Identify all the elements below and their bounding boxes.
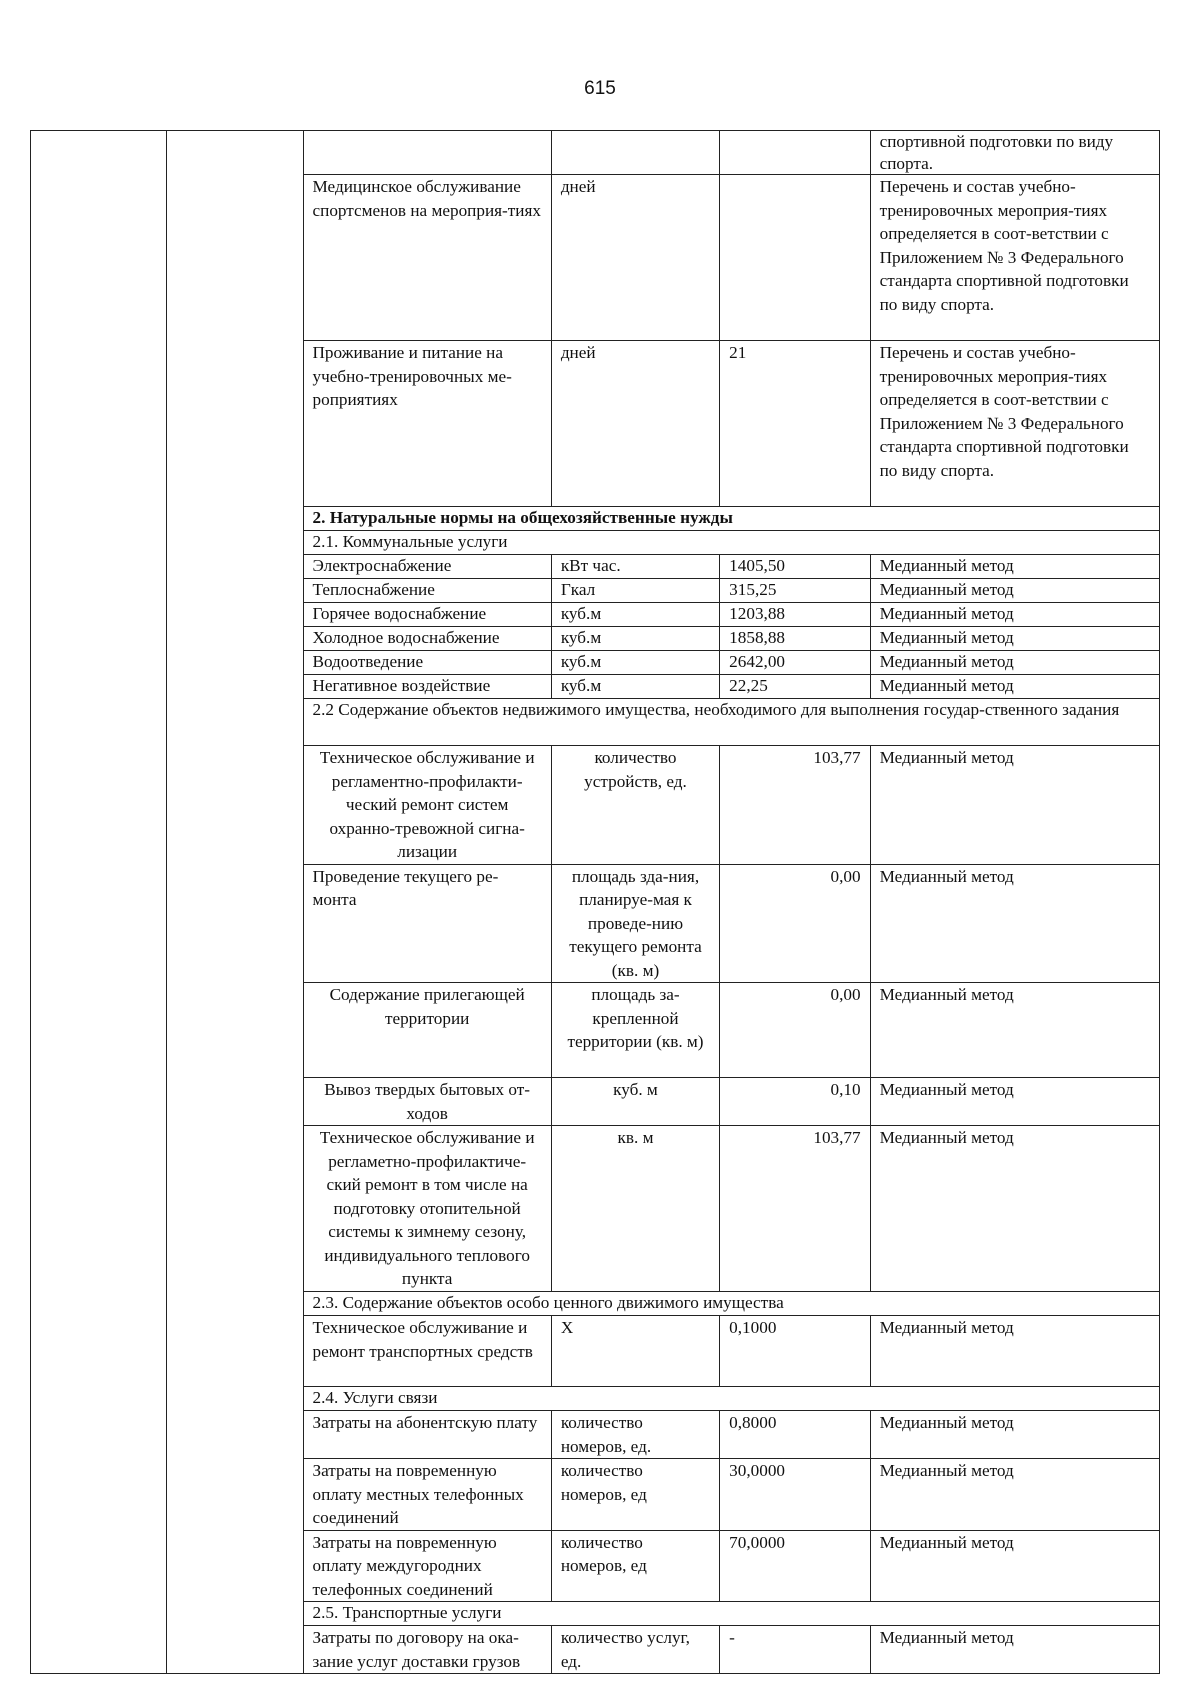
cell-value: [720, 131, 870, 175]
cell-value: 0,10: [720, 1078, 870, 1126]
cell-unit: количество номеров, ед: [551, 1459, 719, 1531]
cell-method: Медианный метод: [870, 1316, 1159, 1387]
cell-method: Медианный метод: [870, 1459, 1159, 1531]
cell-value: -: [720, 1626, 870, 1674]
cell-name: Техническое обслуживание и ремонт транспортных средств: [303, 1316, 551, 1387]
cell-method: Медианный метод: [870, 983, 1159, 1078]
cell-unit: площадь зда-ния, планируе-мая к проведе-нию текущего ремонта (кв. м): [551, 864, 719, 983]
cell-name: Содержание прилегающей территории: [303, 983, 551, 1078]
cell-unit: куб.м: [551, 651, 719, 675]
cell-unit: куб. м: [551, 1078, 719, 1126]
cell-value: 0,1000: [720, 1316, 870, 1387]
cell-method: Медианный метод: [870, 627, 1159, 651]
cell-method: Медианный метод: [870, 864, 1159, 983]
cell-unit: кв. м: [551, 1126, 719, 1292]
cell-value: 2642,00: [720, 651, 870, 675]
cell-name: Проведение текущего ре-монта: [303, 864, 551, 983]
cell-name: Негативное воздействие: [303, 675, 551, 699]
cell-method: Медианный метод: [870, 1626, 1159, 1674]
cell-name: Водоотведение: [303, 651, 551, 675]
cell-value: 315,25: [720, 579, 870, 603]
cell-value: 70,0000: [720, 1530, 870, 1602]
cell-value: 22,25: [720, 675, 870, 699]
cell-unit: количество номеров, ед.: [551, 1411, 719, 1459]
cell-unit: Гкал: [551, 579, 719, 603]
cell-value: 103,77: [720, 1126, 870, 1292]
page-number: 615: [584, 78, 616, 99]
cell-name: Проживание и питание на учебно-тренировочных ме-роприятиях: [303, 341, 551, 507]
cell-value: 1405,50: [720, 555, 870, 579]
cell-unit: Х: [551, 1316, 719, 1387]
cell-name: Электроснабжение: [303, 555, 551, 579]
cell-name: Затраты на повременную оплату междугородних телефонных соединений: [303, 1530, 551, 1602]
empty-column-2: [166, 131, 303, 1674]
cell-name: Затраты на повременную оплату местных телефонных соединений: [303, 1459, 551, 1531]
cell-method: Медианный метод: [870, 555, 1159, 579]
section-heading: 2. Натуральные нормы на общехозяйственные нужды: [303, 507, 1160, 531]
cell-value: 103,77: [720, 746, 870, 865]
cell-name: Техническое обслуживание и регламентно-профилакти-ческий ремонт систем охранно-тревожной сигна-лизации: [303, 746, 551, 865]
cell-method: Медианный метод: [870, 651, 1159, 675]
subsection-heading: 2.2 Содержание объектов недвижимого имущества, необходимого для выполнения государ-ственного задания: [303, 699, 1160, 746]
cell-unit: куб.м: [551, 675, 719, 699]
subsection-heading: 2.5. Транспортные услуги: [303, 1602, 1160, 1626]
cell-unit: куб.м: [551, 627, 719, 651]
cell-name: Медицинское обслуживание спортсменов на мероприя-тиях: [303, 175, 551, 341]
cell-name: Горячее водоснабжение: [303, 603, 551, 627]
cell-value: 1858,88: [720, 627, 870, 651]
cell-unit: количество услуг, ед.: [551, 1626, 719, 1674]
cell-value: [720, 175, 870, 341]
cell-method: Перечень и состав учебно-тренировочных мероприя-тиях определяется в соот-ветствии с Приложением № 3 Федерального стандарта спортивной подготовки по виду спорта.: [870, 175, 1159, 341]
cell-unit: дней: [551, 341, 719, 507]
cell-value: 30,0000: [720, 1459, 870, 1531]
cell-unit: куб.м: [551, 603, 719, 627]
cell-value: 0,00: [720, 983, 870, 1078]
cell-method: Медианный метод: [870, 579, 1159, 603]
cell-method: Медианный метод: [870, 1530, 1159, 1602]
cell-method: Перечень и состав учебно-тренировочных мероприя-тиях определяется в соот-ветствии с Приложением № 3 Федерального стандарта спортивной подготовки по виду спорта.: [870, 341, 1159, 507]
empty-column-1: [31, 131, 167, 1674]
cell-name: Теплоснабжение: [303, 579, 551, 603]
cell-unit: [551, 131, 719, 175]
cell-unit: кВт час.: [551, 555, 719, 579]
cell-name: Затраты на абонентскую плату: [303, 1411, 551, 1459]
cell-name: [303, 131, 551, 175]
cell-value: 21: [720, 341, 870, 507]
cell-value: 0,8000: [720, 1411, 870, 1459]
cell-name: Вывоз твердых бытовых от-ходов: [303, 1078, 551, 1126]
cell-unit: количество номеров, ед: [551, 1530, 719, 1602]
subsection-heading: 2.3. Содержание объектов особо ценного движимого имущества: [303, 1292, 1160, 1316]
cell-method: Медианный метод: [870, 1411, 1159, 1459]
cell-name: Холодное водоснабжение: [303, 627, 551, 651]
cell-method: Медианный метод: [870, 675, 1159, 699]
cell-unit: количество устройств, ед.: [551, 746, 719, 865]
cell-unit: дней: [551, 175, 719, 341]
cell-value: 1203,88: [720, 603, 870, 627]
cell-name: Затраты по договору на ока-зание услуг доставки грузов: [303, 1626, 551, 1674]
table-row: [31, 131, 1160, 175]
subsection-heading: 2.1. Коммунальные услуги: [303, 531, 1160, 555]
cell-unit: площадь за-крепленной территории (кв. м): [551, 983, 719, 1078]
cell-method: Медианный метод: [870, 603, 1159, 627]
cell-name: Техническое обслуживание и регламетно-профилактиче-ский ремонт в том числе на подготовку отопительной системы к зимнему сезону, индивидуального теплового пункта: [303, 1126, 551, 1292]
cell-method: Медианный метод: [870, 746, 1159, 865]
cell-method: спортивной подготовки по виду спорта.: [870, 131, 1159, 175]
norms-table: [30, 130, 1160, 1674]
cell-method: Медианный метод: [870, 1078, 1159, 1126]
cell-method: Медианный метод: [870, 1126, 1159, 1292]
cell-value: 0,00: [720, 864, 870, 983]
subsection-heading: 2.4. Услуги связи: [303, 1387, 1160, 1411]
